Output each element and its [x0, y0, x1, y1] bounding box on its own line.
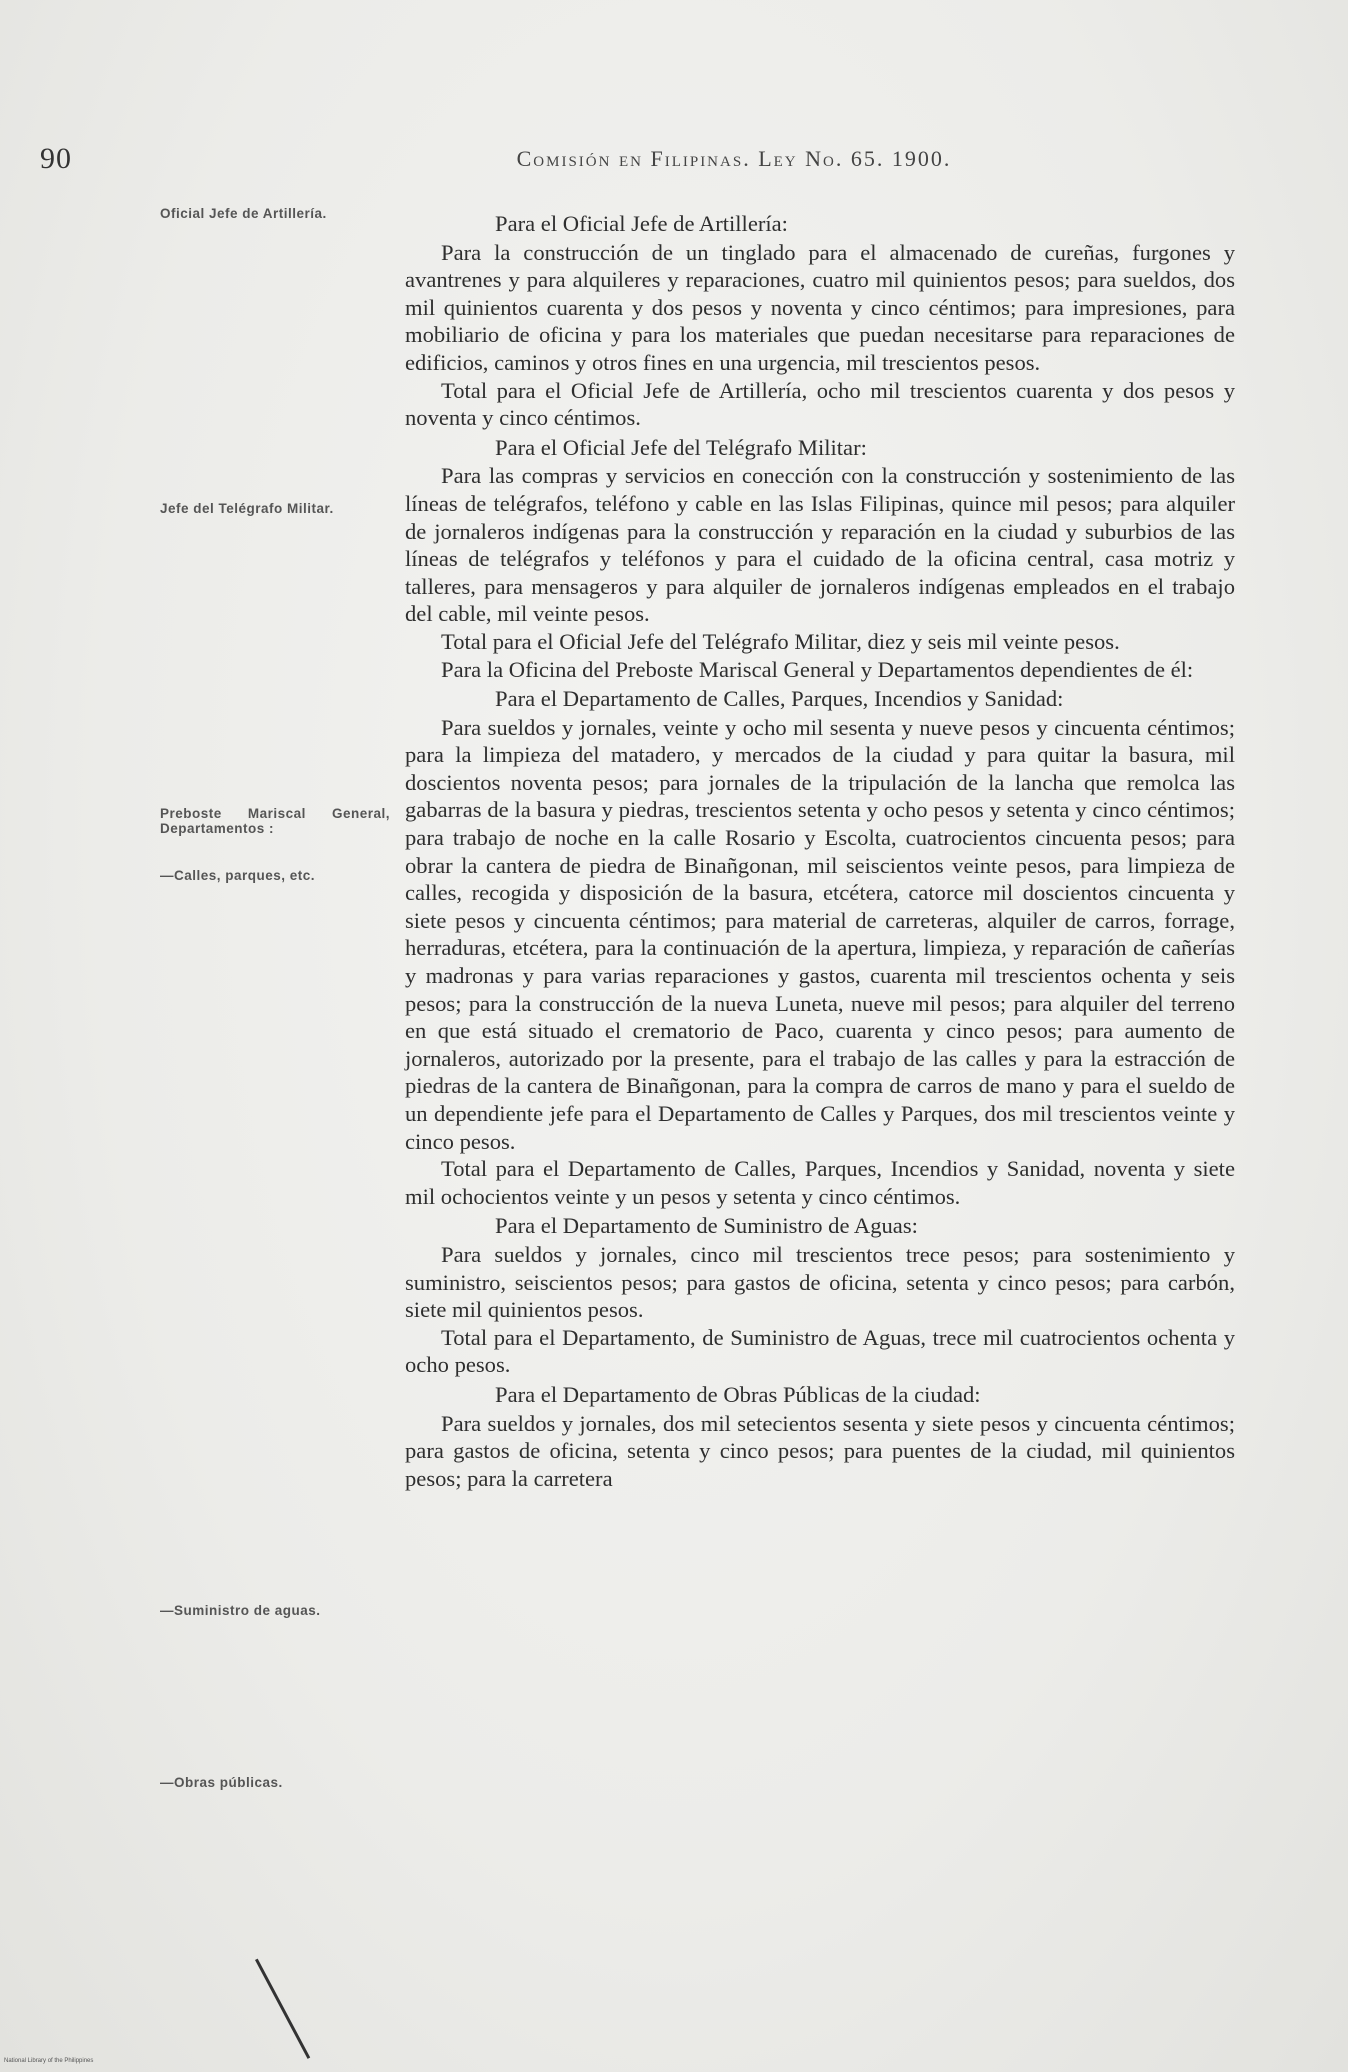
paragraph-telegrafo: Para las compras y servicios en conección con la construcción y sostenimiento de las líneas de telégrafos, teléfono y cable en las Islas Filipinas, quince mil pesos; para alquiler de jornaleros indígenas para la construcción y reparación en la ciudad y suburbios de las líneas de telégrafos y teléfonos y para el cuidado de la oficina central, casa motriz y talleres, para mensageros y para alquiler de jornaleros indígenas empleados en el trabajo del cable, mil veinte pesos.	[405, 463, 1235, 627]
margin-note-preboste: Preboste Mariscal General, Departamentos :	[160, 806, 390, 836]
running-head: Comisión en Filipinas. Ley No. 65. 1900.	[516, 146, 952, 171]
margin-note-aguas: —Suministro de aguas.	[160, 1603, 321, 1618]
footer-credit: National Library of the Philippines	[4, 2058, 94, 2064]
paragraph-aguas: Para sueldos y jornales, cinco mil trescientos trece pesos; para sostenimiento y suministro, seiscientos pesos; para gastos de oficina, setenta y cinco pesos; para carbón, siete mil quinientos pesos.	[405, 1241, 1235, 1323]
section-heading-obras: Para el Departamento de Obras Públicas de la ciudad:	[495, 1381, 981, 1407]
total-artilleria: Total para el Oficial Jefe de Artillería, ocho mil trescientos cuarenta y dos pesos y noventa y cinco céntimos.	[405, 377, 1235, 431]
paragraph-artilleria: Para la construcción de un tinglado para el almacenado de cureñas, furgones y avantrenes y para alquileres y reparaciones, cuatro mil quinientos pesos; para sueldos, dos mil quinientos cuarenta y dos pesos y noventa y cinco céntimos; para impresiones, para mobiliario de oficina y para los materiales que puedan necesitarse para reparaciones de edificios, caminos y otros fines en una urgencia, mil trescientos pesos.	[405, 239, 1235, 375]
margin-note-obras: —Obras públicas.	[160, 1775, 283, 1790]
body-text	[405, 208, 1235, 1492]
margin-note-telegrafo: Jefe del Telégrafo Militar.	[160, 501, 334, 516]
total-telegrafo: Total para el Oficial Jefe del Telégrafo Militar, diez y seis mil veinte pesos.	[441, 628, 1120, 654]
paragraph-obras: Para sueldos y jornales, dos mil setecientos sesenta y siete pesos y cincuenta céntimos; para gastos de oficina, setenta y cinco pesos; para puentes de la ciudad, mil quinientos pesos; para la carretera	[405, 1410, 1235, 1491]
scan-artifact-line	[255, 1959, 310, 2059]
section-heading-aguas: Para el Departamento de Suministro de Aguas:	[495, 1213, 918, 1239]
total-calles: Total para el Departamento de Calles, Parques, Incendios y Sanidad, noventa y siete mil ochocientos veinte y un pesos y setenta y cinco céntimos.	[405, 1156, 1235, 1209]
total-aguas: Total para el Departamento, de Suministro de Aguas, trece mil cuatrocientos ochenta y ocho pesos.	[405, 1324, 1235, 1378]
paragraph-calles: Para sueldos y jornales, veinte y ocho mil sesenta y nueve pesos y cincuenta céntimos; para la limpieza del matadero, y mercados de la ciudad y para quitar la basura, mil doscientos noventa pesos; para jornales de la tripulación de la lancha que remolca las gabarras de la basura y piedras, trescientos setenta y ocho pesos y setenta y cinco céntimos; para trabajo de noche en la calle Rosario y Escolta, cuatrocientos cincuenta pesos; para obrar la cantera de piedra de Binañgonan, mil seiscientos veinte pesos, para limpieza de calles, recogida y disposición de la basura, etcétera, catorce mil doscientos cincuenta y siete pesos y cincuenta céntimos; para material de carreteras, alquiler de carros, forrage, herraduras, etcétera, para la continuación de la apertura, limpieza, y reparación de cañerías y madronas y para varias reparaciones y gastos, cuarenta mil trescientos ochenta y seis pesos; para la construcción de la nueva Luneta, nueve mil pesos; para alquiler del terreno en que está situado el crematorio de Paco, cuarenta y cinco pesos; para aumento de jornaleros, autorizado por la presente, para el trabajo de las calles y para la estracción de piedras de la cantera de Binañgonan, para la compra de carros de mano y para el sueldo de un dependiente jefe para el Departamento de Calles y Parques, dos mil trescientos veinte y cinco pesos.	[405, 714, 1235, 1154]
margin-note-artilleria: Oficial Jefe de Artillería.	[160, 206, 327, 221]
page-number: 90	[40, 142, 72, 175]
section-heading-calles: Para el Departamento de Calles, Parques, Incendios y Sanidad:	[495, 686, 1064, 712]
margin-note-calles: —Calles, parques, etc.	[160, 868, 316, 883]
section-heading-artilleria: Para el Oficial Jefe de Artillería:	[495, 211, 788, 236]
section-heading-preboste: Para la Oficina del Preboste Mariscal General y Departamentos dependientes de él:	[441, 656, 1194, 682]
section-heading-telegrafo: Para el Oficial Jefe del Telégrafo Militar:	[495, 434, 867, 460]
